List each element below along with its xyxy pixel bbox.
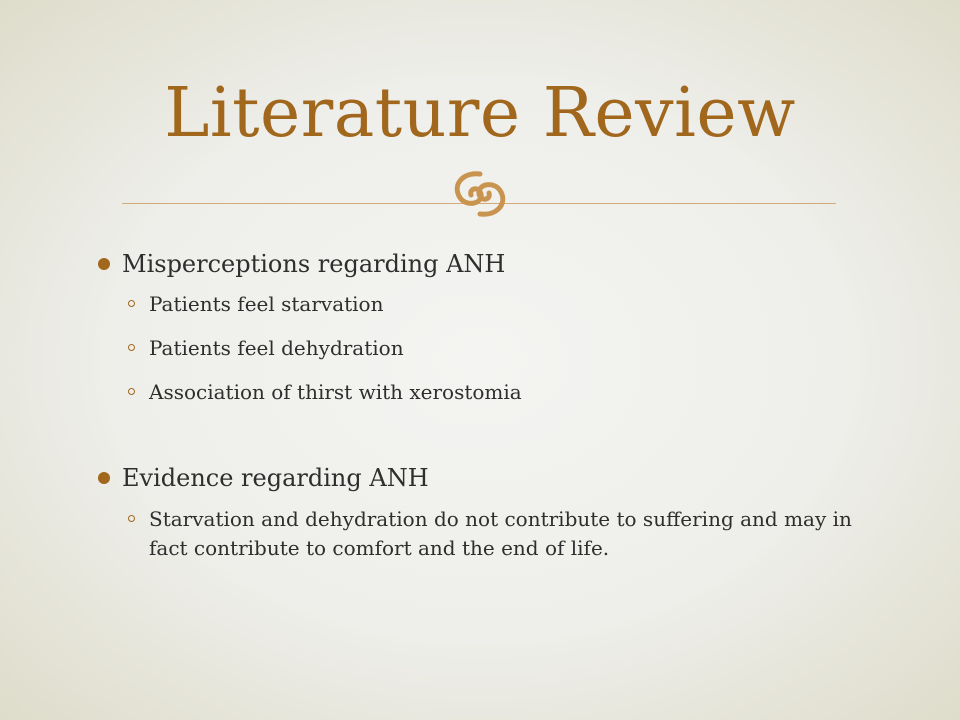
- sub-bullet-text: Association of thirst with xerostomia: [149, 380, 522, 404]
- sub-bullet-ring-icon: [128, 515, 135, 522]
- slide-title: Literature Review: [164, 74, 796, 153]
- bullet-text: Misperceptions regarding ANH: [122, 250, 506, 278]
- sub-bullet-ring-icon: [128, 300, 135, 307]
- sub-bullet-text: Starvation and dehydration do not contribute to suffering and may in fact contribute to comfort and the end of life.: [149, 507, 852, 560]
- sub-bullet-ring-icon: [128, 344, 135, 351]
- sub-bullet-text: Patients feel dehydration: [149, 336, 404, 360]
- sub-bullet-ring-icon: [128, 388, 135, 395]
- bullet-text: Evidence regarding ANH: [122, 464, 429, 492]
- swirl-ornament-icon: [447, 168, 513, 220]
- bullet-dot-icon: [98, 472, 110, 484]
- sub-bullet-text: Patients feel starvation: [149, 292, 384, 316]
- bullet-dot-icon: [98, 258, 110, 270]
